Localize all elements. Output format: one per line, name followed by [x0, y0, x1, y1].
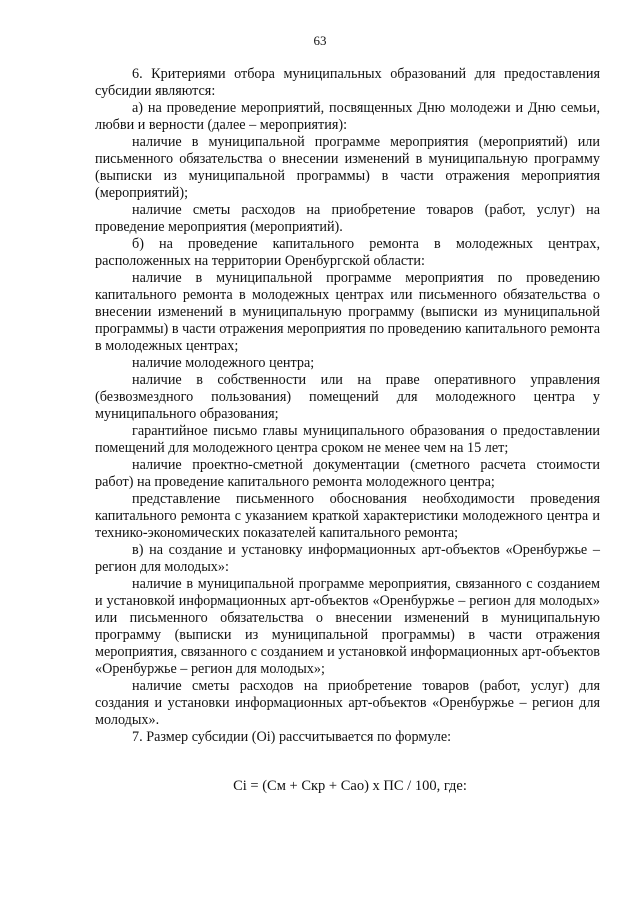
paragraph: 7. Размер субсидии (Оi) рассчитывается по формуле:: [132, 729, 452, 745]
paragraph: наличие сметы расходов на приобретение товаров (работ, услуг) для создания и установки информационных арт-объектов «Оренбуржье – регион для молодых».: [95, 678, 600, 728]
paragraph: наличие в муниципальной программе мероприятия по проведению капитального ремонта в молодежных центрах или письменного обязательства о внесении изменений в муниципальную программу (выписки из муниципальной программы) в части отражения мероприятия по проведению капитального ремонта в молодежных центрах;: [95, 270, 600, 354]
paragraph: б) на проведение капитального ремонта в молодежных центрах, расположенных на территории Оренбургской области:: [95, 236, 600, 269]
paragraph: представление письменного обоснования необходимости проведения капитального ремонта с указанием краткой характеристики молодежного центра и технико-экономических показателей капитального ремонта;: [95, 491, 600, 541]
paragraph: наличие сметы расходов на приобретение товаров (работ, услуг) на проведение мероприятия (мероприятий).: [95, 202, 600, 235]
paragraph: а) на проведение мероприятий, посвященных Дню молодежи и Дню семьи, любви и верности (далее – мероприятия):: [95, 100, 600, 133]
paragraph: 6. Критериями отбора муниципальных образований для предоставления субсидии являются:: [95, 66, 600, 99]
paragraph: наличие в муниципальной программе мероприятия (мероприятий) или письменного обязательства о внесении изменений в муниципальную программу (выписки из муниципальной программы) в части отражения мероприятия (мероприятий);: [95, 134, 600, 201]
document-body: [95, 66, 600, 746]
paragraph: гарантийное письмо главы муниципального образования о предоставлении помещений для молодежного центра сроком не менее чем на 15 лет;: [95, 423, 600, 456]
paragraph: наличие в собственности или на праве оперативного управления (безвозмездного пользования) помещений для молодежного центра у муниципального образования;: [95, 372, 600, 422]
paragraph: наличие проектно-сметной документации (сметного расчета стоимости работ) на проведение капитального ремонта молодежного центра;: [95, 457, 600, 490]
paragraph: в) на создание и установку информационных арт-объектов «Оренбуржье – регион для молодых»:: [95, 542, 600, 575]
paragraph: наличие в муниципальной программе мероприятия, связанного с созданием и установкой информационных арт-объектов «Оренбуржье – регион для молодых» или письменного обязательства о внесении изменений в муниципальную программу (выписки из муниципальной программы) в части отражения мероприятия, связанного с созданием и установкой информационных арт-объектов «Оренбуржье – регион для молодых»;: [95, 576, 600, 677]
page-number: 63: [313, 33, 327, 48]
formula: Сi = (См + Скр + Сао) х ПС / 100, где:: [233, 778, 467, 794]
paragraph: наличие молодежного центра;: [132, 355, 315, 371]
